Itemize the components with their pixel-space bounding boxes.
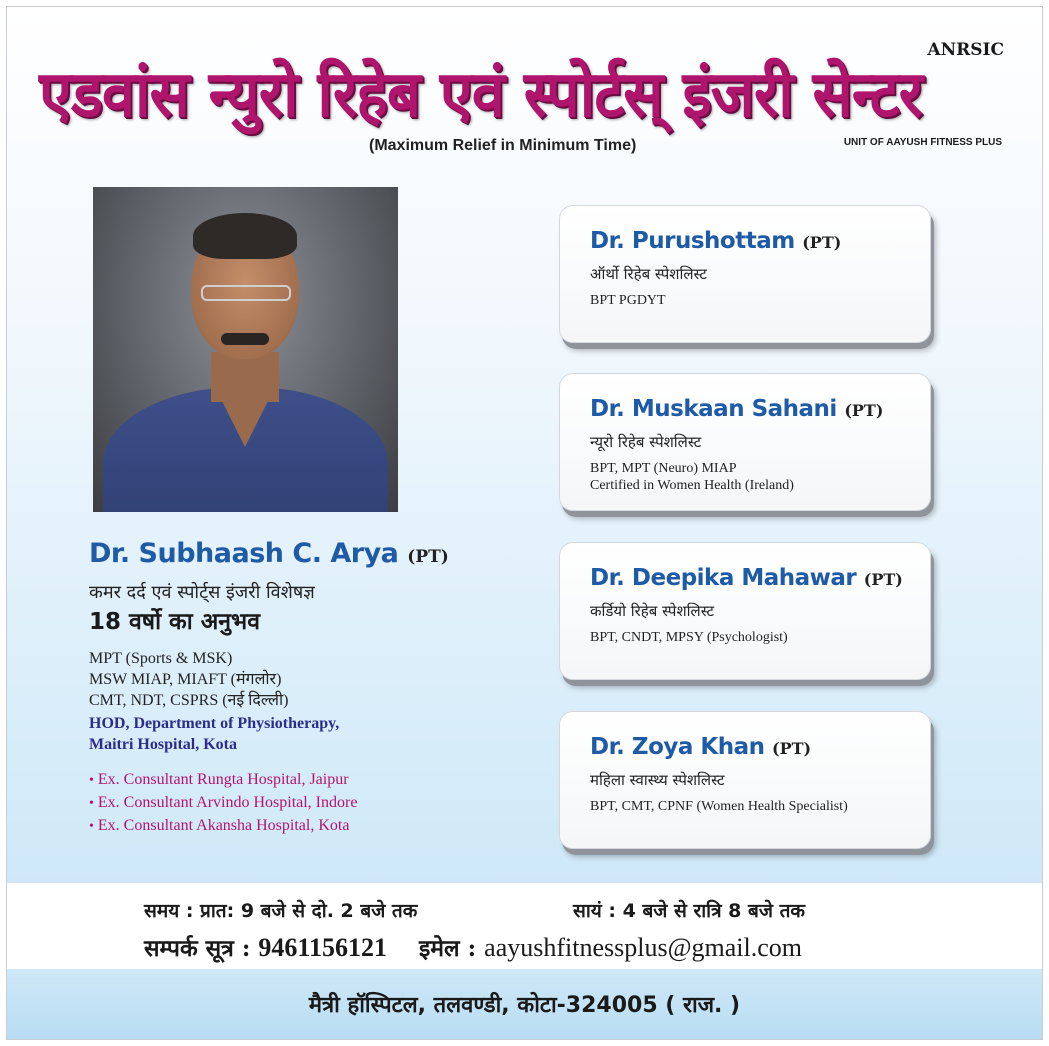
doctor-name bbox=[590, 563, 910, 595]
ex-position-text: Ex. Consultant Akansha Hospital, Kota bbox=[97, 817, 350, 834]
main-doctor-suffix: (PT) bbox=[407, 547, 449, 567]
morning-timing: समय : प्रात: 9 बजे से दो. 2 बजे तक bbox=[144, 900, 418, 922]
main-doctor-qualification: CMT, NDT, CSPRS (नई दिल्ली) bbox=[89, 692, 289, 709]
main-doctor-name-text: Dr. Subhaash C. Arya bbox=[89, 538, 399, 569]
doctor-name bbox=[590, 732, 910, 764]
bullet-icon: • bbox=[89, 796, 94, 811]
doctor-name-text: Dr. Zoya Khan bbox=[590, 734, 765, 760]
ex-position-text: Ex. Consultant Arvindo Hospital, Indore bbox=[97, 794, 358, 811]
main-doctor-hod: HOD, Department of Physiotherapy, bbox=[89, 715, 340, 732]
doctor-qualification: BPT PGDYT bbox=[590, 293, 666, 308]
main-doctor-hospital: Maitri Hospital, Kota bbox=[89, 736, 237, 753]
timing-contact-band bbox=[7, 883, 1042, 969]
ex-position-item bbox=[89, 769, 509, 792]
doctor-card-zoya-khan bbox=[559, 711, 931, 849]
main-doctor-name bbox=[89, 537, 509, 574]
evening-timing: सायं : 4 बजे से रात्रि 8 बजे तक bbox=[573, 900, 806, 922]
doctor-role: न्यूरो रिहेब स्पेशलिस्ट bbox=[590, 433, 702, 451]
doctor-suffix: (PT) bbox=[772, 739, 812, 758]
ex-position-item bbox=[89, 792, 509, 815]
doctor-qualification-line: BPT, MPT (Neuro) MIAP bbox=[590, 461, 737, 476]
photo-glasses bbox=[201, 285, 291, 301]
main-doctor-qualification: MPT (Sports & MSK) bbox=[89, 650, 233, 667]
doctor-role: ऑर्थो रिहेब स्पेशलिस्ट bbox=[590, 265, 707, 283]
photo-vneck bbox=[215, 387, 275, 447]
ex-position-text: Ex. Consultant Rungta Hospital, Jaipur bbox=[97, 771, 349, 788]
doctor-suffix: (PT) bbox=[802, 233, 842, 252]
main-doctor-role: कमर दर्द एवं स्पोर्ट्स इंजरी विशेषज्ञ bbox=[89, 582, 315, 603]
doctor-card-muskaan-sahani bbox=[559, 373, 931, 511]
photo-hair bbox=[193, 213, 297, 259]
photo-mustache bbox=[221, 333, 269, 345]
doctor-name-text: Dr. Purushottam bbox=[590, 228, 795, 254]
center-abbreviation: ANRSIC bbox=[927, 40, 1004, 60]
phone-label: सम्पर्क सूत्र : bbox=[144, 935, 251, 962]
email-address[interactable]: aayushfitnessplus@gmail.com bbox=[484, 933, 802, 962]
doctor-qualification: BPT, CMT, CPNF (Women Health Specialist) bbox=[590, 799, 848, 814]
poster bbox=[6, 6, 1043, 1040]
tagline: (Maximum Relief in Minimum Time) bbox=[369, 137, 637, 154]
doctor-photo bbox=[93, 187, 398, 512]
doctor-name-text: Dr. Muskaan Sahani bbox=[590, 396, 837, 422]
email-label: इमेल : bbox=[419, 935, 477, 962]
doctor-role: कर्डियो रिहेब स्पेशलिस्ट bbox=[590, 602, 715, 620]
doctor-suffix: (PT) bbox=[863, 570, 903, 589]
main-doctor-info bbox=[89, 537, 509, 838]
doctor-qualification: BPT, CNDT, MPSY (Psychologist) bbox=[590, 630, 788, 645]
doctor-qualification bbox=[590, 460, 910, 494]
contact-line bbox=[144, 931, 802, 963]
phone-number[interactable]: 9461156121 bbox=[258, 933, 387, 962]
unit-label: UNIT OF AAYUSH FITNESS PLUS bbox=[843, 137, 1002, 148]
doctor-name-text: Dr. Deepika Mahawar bbox=[590, 565, 857, 591]
doctor-card-purushottam bbox=[559, 205, 931, 343]
doctor-role: महिला स्वास्थ्य स्पेशलिस्ट bbox=[590, 771, 725, 789]
doctor-name bbox=[590, 226, 910, 258]
main-doctor-experience: 18 वर्षो का अनुभव bbox=[89, 609, 260, 635]
doctor-card-deepika-mahawar bbox=[559, 542, 931, 680]
doctor-suffix: (PT) bbox=[844, 401, 884, 420]
address-band bbox=[7, 969, 1042, 1039]
ex-position-item bbox=[89, 815, 509, 838]
ex-positions-list bbox=[89, 769, 509, 838]
doctor-name bbox=[590, 394, 910, 426]
main-doctor-qualification: MSW MIAP, MIAFT (मंगलोर) bbox=[89, 671, 282, 688]
center-title: एडवांस न्युरो रिहेब एवं स्पोर्टस् इंजरी सेन्टर bbox=[39, 57, 923, 132]
doctor-qualification-line: Certified in Women Health (Ireland) bbox=[590, 478, 794, 493]
bullet-icon: • bbox=[89, 773, 94, 788]
bullet-icon: • bbox=[89, 819, 94, 834]
address-text: मैत्री हॉस्पिटल, तलवण्डी, कोटा-324005 ( राज. ) bbox=[308, 993, 741, 1018]
